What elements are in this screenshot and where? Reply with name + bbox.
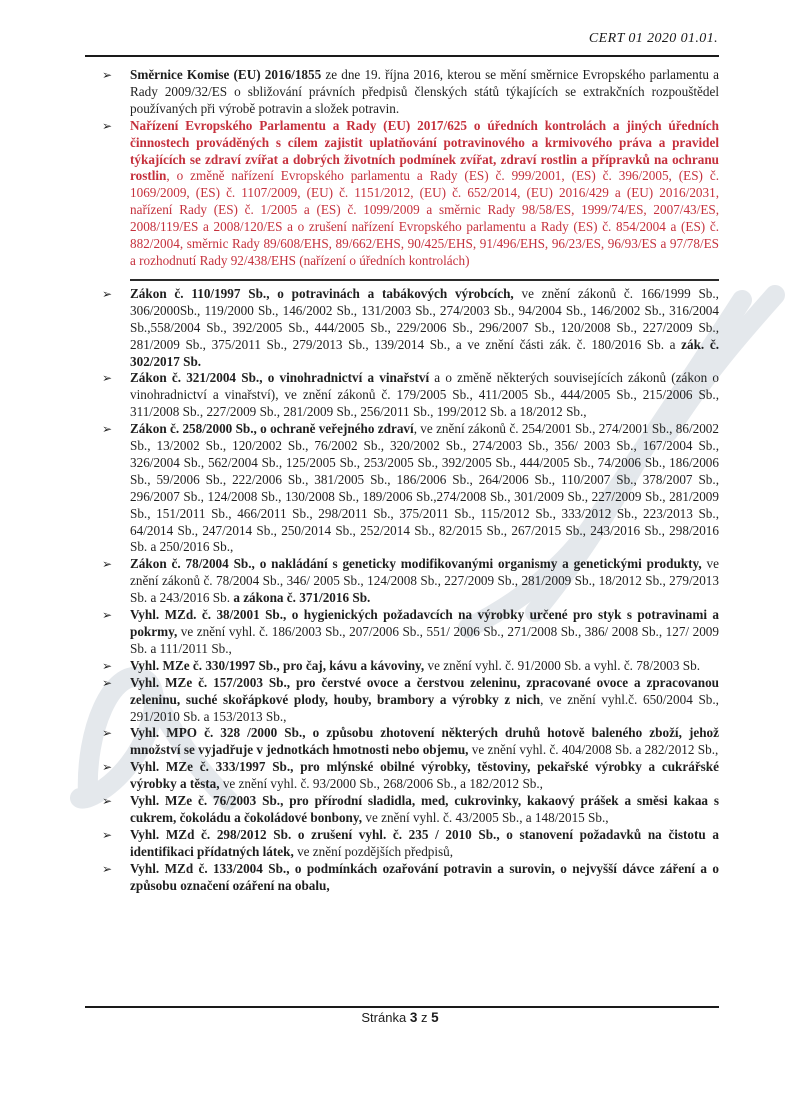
footer-page-number: 3: [409, 1010, 418, 1025]
regulations-content: [85, 67, 719, 895]
regulation-title-text: Vyhl. MZe č. 157/2003 Sb., pro čerstvé ovoce a čerstvou zeleninu, zpracované ovoce a zpracovanou zeleninu, suché skořápkové plody, houby, brambory a výrobky z nich: [130, 674, 719, 707]
list-item: [102, 117, 719, 270]
page-footer: [0, 1010, 800, 1025]
list-bullet-icon: ➢: [102, 675, 113, 690]
list-item: [102, 556, 719, 607]
regulation-title-text: Vyhl. MPO č. 328 /2000 Sb., o způsobu zhotovení některých druhů hotově baleného zboží, jehož množství se vyjadřuje v jednotkách hmotnosti nebo objemu,: [130, 725, 719, 758]
regulation-title-text: Vyhl. MZe č. 333/1997 Sb., pro mlýnské obilné výrobky, těstoviny, pekařské výrobky a cukrářské výrobky a těsta,: [130, 759, 719, 792]
regulation-body-text: ve znění vyhl. č. 93/2000 Sb., 268/2006 Sb., a 182/2012 Sb.,: [219, 776, 543, 792]
list-bullet-icon: ➢: [102, 286, 113, 301]
list-item: [102, 860, 719, 895]
regulation-title-text: Zákon č. 321/2004 Sb., o vinohradnictví a vinařství: [130, 370, 430, 386]
regulation-body-text: ve znění vyhl. č. 43/2005 Sb., a 148/2015 Sb.,: [362, 809, 609, 825]
list-bullet-icon: ➢: [102, 861, 113, 876]
list-bullet-icon: ➢: [102, 557, 113, 572]
regulation-body-text: , ve znění zákonů č. 254/2001 Sb., 274/2001 Sb., 86/2002 Sb., 13/2002 Sb., 120/2002 Sb., 76/2002 Sb., 320/2002 Sb., 274/2003 Sb., 356/ 2003 Sb., 167/2004 Sb., 326/2004 Sb., 562/2004 Sb., 125/2005 Sb., 253/2005 Sb., 392/2005 Sb., 444/2005 Sb., 74/2006 Sb., 186/2006 Sb., 59/2006 Sb., 222/2006 Sb., 381/2005 Sb., 186/2006 Sb., 264/2006 Sb., 110/2007 Sb., 378/2007 Sb., 296/2007 Sb., 124/2008 Sb., 130/2008 Sb., 189/2006 Sb.,274/2008 Sb., 301/2009 Sb., 227/2009 Sb., 281/2009 Sb., 151/2011 Sb., 466/2011 Sb., 298/2011 Sb., 375/2011 Sb., 115/2012 Sb., 333/2012 Sb., 223/2013 Sb., 64/2014 Sb., 247/2014 Sb., 250/2014 Sb., 252/2014 Sb., 82/2015 Sb., 267/2015 Sb., 243/2016 Sb., 298/2016 Sb. a 250/2016 Sb.,: [130, 421, 719, 555]
regulation-body-text: ve znění vyhl. č. 91/2000 Sb. a vyhl. č. 78/2003 Sb.: [424, 657, 701, 673]
regulation-title-text: Vyhl. MZd č. 298/2012 Sb. o zrušení vyhl. č. 235 / 2010 Sb., o stanovení požadavků na čistotu a identifikaci přídatných látek,: [130, 826, 719, 859]
regulation-body-text: , o změně nařízení Evropského parlamentu a Rady (ES) č. 999/2001, (ES) č. 396/2005, (ES) č. 1069/2009, (ES) č. 1107/2009, (EU) č. 1151/2012, (EU) č. 652/2014, (EU) 2016/429 a (EU) 2016/2031, nařízení Rady (ES) č. 1/2005 a (ES) č. 1099/2009 a směrnic Rady 98/58/ES, 1999/74/ES, 2007/43/ES, 2008/119/ES a 2008/120/ES a o zrušení nařízení Evropského parlamentu a Rady (ES) č. 854/2004 a (ES) č. 882/2004, směrnic Rady 89/608/EHS, 89/662/EHS, 90/425/EHS, 91/496/EHS, 96/23/ES, 96/93/ES a 97/78/ES a rozhodnutí Rady 92/438/EHS (nařízení o úředních kontrolách): [130, 168, 719, 268]
regulation-title-text: Zákon č. 78/2004 Sb., o nakládání s geneticky modifikovanými organismy a genetickými produkty,: [130, 556, 702, 572]
list-bullet-icon: ➢: [102, 658, 113, 673]
regulation-body-text: ve znění zákonů č. 166/1999 Sb., 306/2000Sb., 119/2000 Sb., 146/2002 Sb., 131/2003 Sb., 274/2003 Sb., 94/2004 Sb., 146/2002 Sb., 316/2004 Sb.,558/2004 Sb., 392/2005 Sb., 444/2005 Sb., 229/2006 Sb., 296/2007 Sb., 120/2008 Sb., 227/2009 Sb., 281/2009 Sb., 375/2011 Sb., 279/2013 Sb., 139/2014 Sb., a ve znění části zák. č. 180/2016 Sb. a: [130, 285, 719, 352]
header-divider: [85, 55, 719, 57]
list-bullet-icon: ➢: [102, 726, 113, 741]
regulation-title-text: Nařízení Evropského Parlamentu a Rady (EU) 2017/625 o úředních kontrolách a jiných úředních činnostech prováděných s cílem zajistit uplatňování potravinového a krmivového práva a pravidel týkajících se zdraví zvířat a dobrých životních podmínek zvířat, zdraví rostlin a přípravků na ochranu rostlin: [130, 117, 719, 184]
document-code: CERT 01 2020 01.01.: [588, 31, 718, 46]
regulation-title-text: Zákon č. 110/1997 Sb., o potravinách a tabákových výrobcích,: [130, 285, 514, 301]
list-item: [102, 674, 719, 726]
list-item: [102, 759, 719, 793]
list-item: [102, 826, 719, 861]
regulation-body-text: ve znění pozdějších předpisů,: [293, 843, 454, 859]
footer-of-word: z: [420, 1010, 428, 1025]
list-item: [102, 67, 719, 118]
footer-total-pages: 5: [431, 1010, 439, 1025]
list-bullet-icon: ➢: [102, 118, 113, 133]
list-bullet-icon: ➢: [102, 760, 113, 775]
regulation-body-text: , ve znění vyhl.č. 650/2004 Sb., 291/2010 Sb. a 153/2013 Sb.,: [130, 691, 719, 724]
footer-divider: [85, 1006, 719, 1008]
regulation-body-text: ve znění zákonů č. 78/2004 Sb., 346/ 2005 Sb., 124/2008 Sb., 227/2009 Sb., 281/2009 Sb., 18/2012 Sb., 279/2013 Sb. a 243/2016 Sb.: [130, 556, 719, 606]
list-bullet-icon: ➢: [102, 794, 113, 809]
list-bullet-icon: ➢: [102, 422, 113, 437]
regulation-title-text: Zákon č. 258/2000 Sb., o ochraně veřejného zdraví: [130, 421, 414, 437]
regulation-title-text: a zákona č. 371/2016 Sb.: [233, 590, 371, 606]
national-regulation-list: [85, 286, 719, 895]
regulation-title-text: Směrnice Komise (EU) 2016/1855: [130, 67, 326, 82]
regulation-title-text: Vyhl. MZd. č. 38/2001 Sb., o hygienických požadavcích na výrobky určené pro styk s potravinami a pokrmy,: [130, 607, 719, 639]
regulation-title-text: zák. č. 302/2017 Sb.: [130, 336, 719, 369]
list-bullet-icon: ➢: [102, 827, 113, 842]
regulation-title-text: Vyhl. MZd č. 133/2004 Sb., o podmínkách ozařování potravin a surovin, o nejvyšší dávce záření a o způsobu označení ozáření na obalu,: [130, 860, 719, 893]
list-bullet-icon: ➢: [102, 608, 113, 623]
regulation-body-text: a o změně některých souvisejících zákonů (zákon o vinohradnictví a vinařství), ve znění zákonů č. 179/2005 Sb., 411/2005 Sb., 444/2005 Sb., 215/2006 Sb., 311/2008 Sb., 227/2009 Sb., 281/2009 Sb., 256/2011 Sb., 199/2012 Sb. a 18/2012 Sb.,: [130, 370, 719, 420]
regulation-title-text: Vyhl. MZe č. 330/1997 Sb., pro čaj, kávu a kávoviny,: [130, 657, 425, 673]
footer-page-word: Stránka: [361, 1010, 407, 1025]
list-item: [102, 421, 719, 556]
list-bullet-icon: ➢: [102, 371, 113, 386]
list-item: [102, 607, 719, 658]
regulation-body-text: ve znění vyhl. č. 186/2003 Sb., 207/2006 Sb., 551/ 2006 Sb., 271/2008 Sb., 386/ 2008 Sb., 127/ 2009 Sb. a 111/2011 Sb.,: [130, 624, 719, 656]
eu-regulation-list: [85, 67, 719, 270]
list-item: [102, 657, 719, 675]
section-divider: [130, 279, 719, 281]
list-item: [102, 793, 719, 827]
list-item: [102, 370, 719, 421]
regulation-body-text: ve znění vyhl. č. 404/2008 Sb. a 282/2012 Sb.,: [468, 742, 719, 758]
list-bullet-icon: ➢: [102, 68, 113, 82]
regulation-title-text: Vyhl. MZe č. 76/2003 Sb., pro přírodní sladidla, med, cukrovinky, kakaový prášek a směsi kakaa s cukrem, čokoládu a čokoládové bonbony,: [130, 793, 719, 825]
list-item: [102, 725, 719, 759]
regulation-body-text: ze dne 19. října 2016, kterou se mění směrnice Evropského parlamentu a Rady 2009/32/ES o sbližování právních předpisů členských států týkajících se extrakčních rozpouštědel používaných při výrobě potravin a složek potravin.: [130, 67, 719, 116]
list-item: [102, 285, 719, 371]
